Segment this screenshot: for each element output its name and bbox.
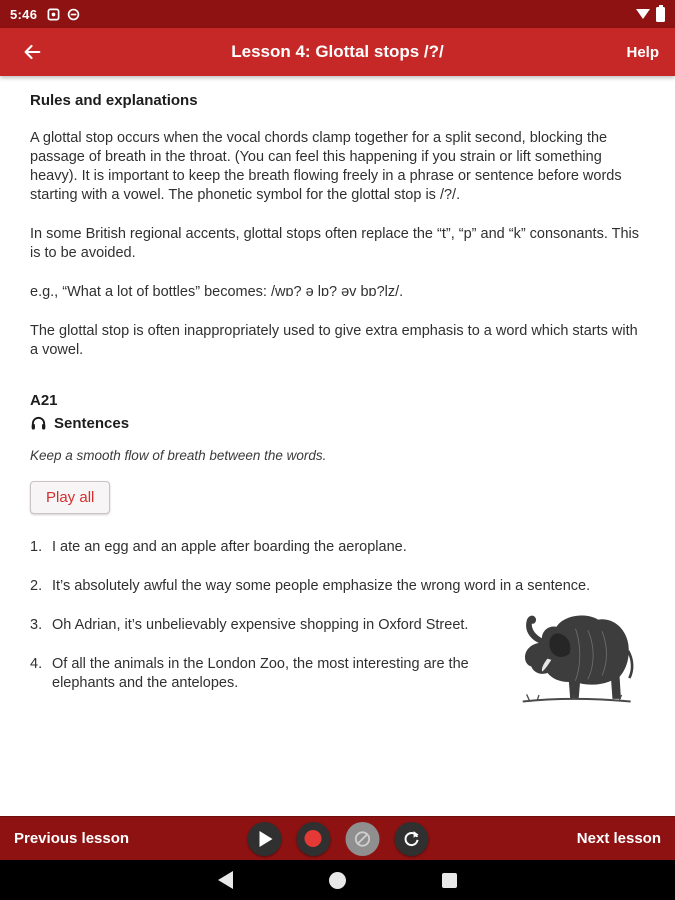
list-item-text: I ate an egg and an apple after boarding the aeroplane. bbox=[52, 539, 407, 555]
battery-icon bbox=[656, 7, 665, 22]
rules-heading: Rules and explanations bbox=[30, 92, 198, 109]
back-button[interactable] bbox=[16, 36, 48, 68]
previous-lesson-button[interactable]: Previous lesson bbox=[14, 830, 130, 847]
list-item bbox=[30, 538, 645, 557]
status-bar bbox=[0, 0, 675, 28]
exercise-instruction: Keep a smooth flow of breath between the words. bbox=[30, 448, 327, 463]
list-item bbox=[30, 616, 645, 635]
lesson-content bbox=[0, 76, 675, 816]
paragraph: In some British regional accents, glottal stops often replace the “t”, “p” and “k” consonants. This is to be avoided. bbox=[30, 226, 640, 261]
playback-disabled-button bbox=[345, 822, 379, 856]
status-right-icons bbox=[636, 7, 665, 22]
list-item-text: Oh Adrian, it’s unbelievably expensive shopping in Oxford Street. bbox=[52, 617, 469, 633]
repeat-icon bbox=[401, 829, 421, 849]
nav-home-icon[interactable] bbox=[329, 872, 346, 889]
list-item-text: Of all the animals in the London Zoo, the most interesting are the elephants and the antelopes. bbox=[52, 656, 469, 691]
headphones-icon bbox=[30, 415, 47, 432]
list-item-number: 1. bbox=[30, 539, 43, 555]
record-icon bbox=[305, 830, 322, 847]
list-item bbox=[30, 577, 645, 596]
paragraph: A glottal stop occurs when the vocal chords clamp together for a split second, blocking the passage of breath in the throat. (You can feel this happening if you strain or lift something heavy). It is important to keep the breath flowing freely in a phrase or sentence before words starting with a vowel. The phonetic symbol for the glottal stop is /?/. bbox=[30, 130, 622, 203]
page-title: Lesson 4: Glottal stops /?/ bbox=[231, 42, 444, 61]
exercise-title: Sentences bbox=[54, 415, 130, 432]
list-item-number: 4. bbox=[30, 656, 43, 672]
status-time: 5:46 bbox=[10, 6, 38, 22]
notification-square-icon bbox=[47, 8, 60, 21]
disabled-playback-icon bbox=[352, 829, 372, 849]
help-button[interactable]: Help bbox=[626, 43, 659, 61]
back-arrow-icon bbox=[21, 41, 43, 63]
media-controls bbox=[247, 822, 428, 856]
example-line: e.g., “What a lot of bottles” becomes: /wɒ? ə lɒ? əv bɒ?lz/. bbox=[30, 284, 404, 300]
wifi-icon bbox=[636, 9, 650, 19]
bottom-control-bar bbox=[0, 816, 675, 860]
android-nav-bar bbox=[0, 860, 675, 900]
list-item-number: 3. bbox=[30, 617, 43, 633]
list-item bbox=[30, 655, 645, 693]
nav-recents-icon[interactable] bbox=[442, 873, 457, 888]
paragraph: The glottal stop is often inappropriately used to give extra emphasis to a word which starts with a vowel. bbox=[30, 323, 638, 358]
record-button[interactable] bbox=[296, 822, 330, 856]
play-button[interactable] bbox=[247, 822, 281, 856]
data-saver-icon bbox=[67, 8, 80, 21]
exercise-title-row bbox=[30, 415, 645, 432]
play-all-button[interactable]: Play all bbox=[30, 481, 110, 514]
repeat-button[interactable] bbox=[394, 822, 428, 856]
app-bar bbox=[0, 28, 675, 76]
nav-back-icon[interactable] bbox=[218, 871, 233, 889]
list-item-number: 2. bbox=[30, 578, 43, 594]
next-lesson-button[interactable]: Next lesson bbox=[576, 830, 661, 847]
status-left-icons bbox=[47, 8, 80, 21]
exercise-id: A21 bbox=[30, 392, 58, 409]
list-item-text: It’s absolutely awful the way some people emphasize the wrong word in a sentence. bbox=[52, 578, 591, 594]
sentence-list bbox=[30, 538, 645, 693]
play-icon bbox=[260, 831, 273, 847]
